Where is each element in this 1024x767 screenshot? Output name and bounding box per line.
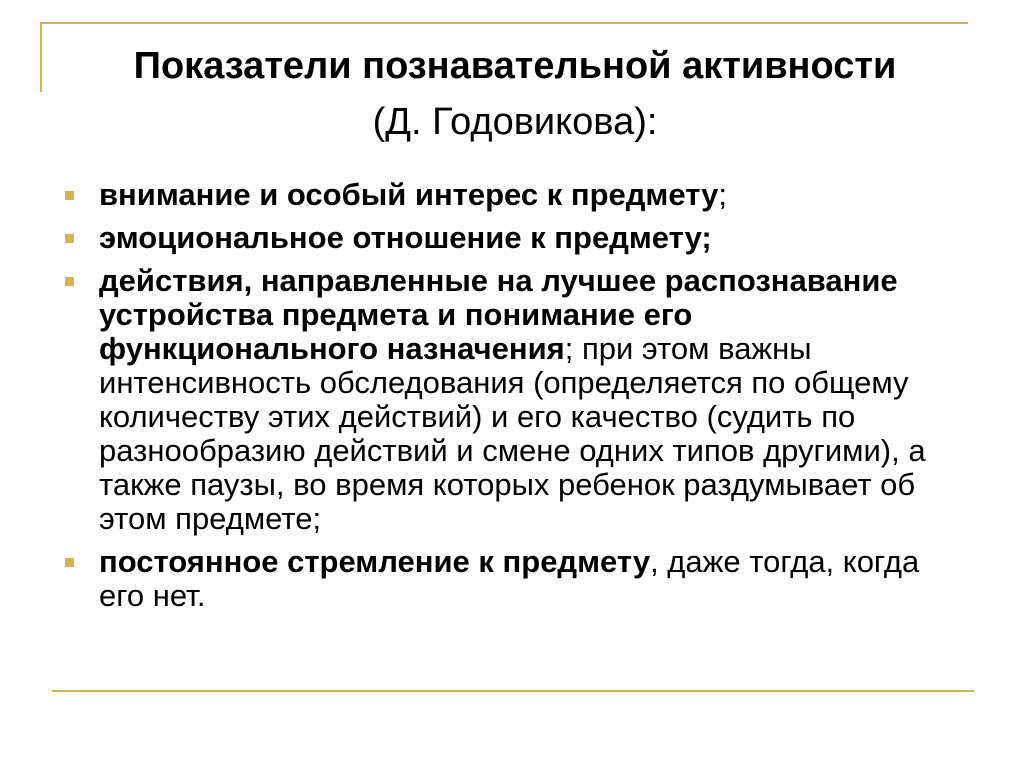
- square-bullet-icon: [65, 277, 74, 286]
- item-bold-text: постоянное стремление к предмету: [99, 544, 651, 579]
- item-text: , даже тогда, когда его нет.: [99, 544, 920, 613]
- slide-title: [40, 38, 990, 150]
- square-bullet-icon: [65, 191, 74, 200]
- square-bullet-icon: [65, 558, 74, 567]
- list-item: [64, 545, 964, 613]
- indicator-list: [64, 178, 964, 622]
- item-text: ;: [718, 177, 728, 212]
- list-item: [64, 221, 964, 255]
- item-bold-text: действия, направленные на лучшее распознавание устройства предмета и понимание его функционального назначения: [99, 263, 898, 366]
- item-text: ; при этом важны интенсивность обследования (определяется по общему количеству этих действий) и его качество (судить по разнообразию действий и смене одних типов другими), а также паузы, во время которых ребенок раздумывает об этом предмете;: [99, 331, 926, 536]
- square-bullet-icon: [65, 234, 74, 243]
- title-main: Показатели познавательной активности: [133, 45, 897, 87]
- title-author: (Д. Годовикова):: [372, 101, 658, 143]
- list-item: [64, 264, 964, 536]
- bottom-divider: [52, 690, 974, 692]
- item-bold-text: эмоциональное отношение к предмету;: [99, 220, 712, 255]
- top-divider: [40, 22, 968, 24]
- list-item: [64, 178, 964, 212]
- item-bold-text: внимание и особый интерес к предмету: [99, 177, 719, 212]
